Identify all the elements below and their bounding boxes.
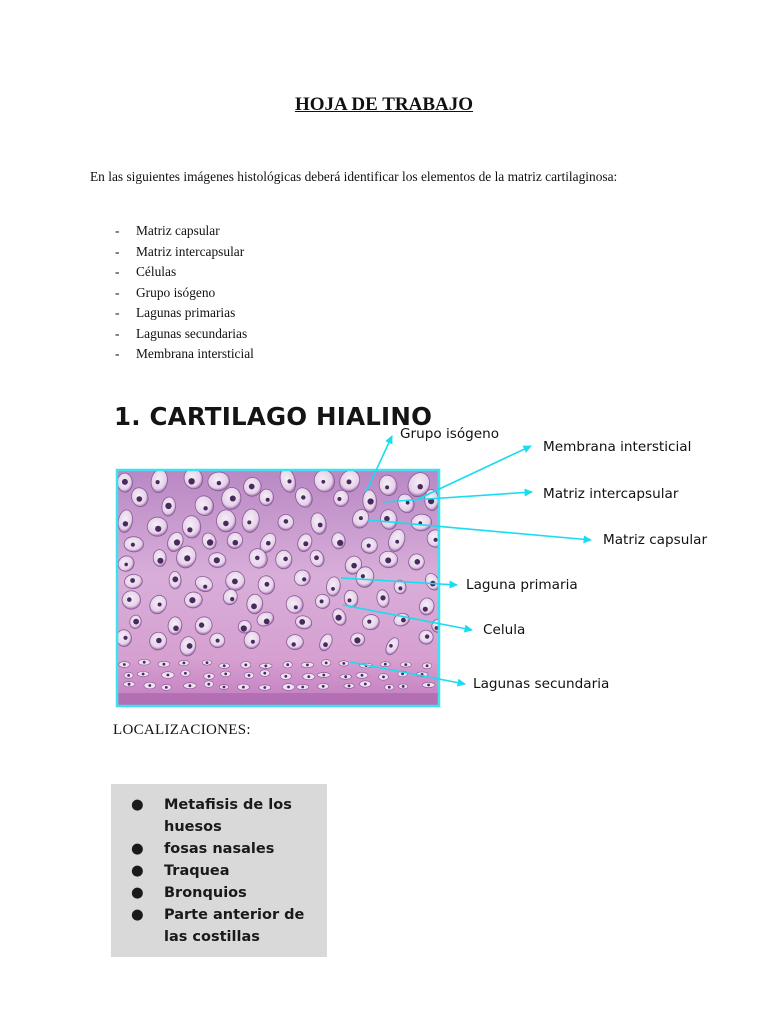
cell-nucleus [165, 503, 171, 509]
cell-nucleus [286, 663, 289, 666]
bullet-icon: ● [131, 863, 144, 879]
cell-nucleus [423, 607, 428, 612]
list-item [115, 344, 254, 365]
list-dash: - [115, 284, 120, 300]
cell-nucleus [284, 519, 289, 524]
cell-nucleus [199, 622, 204, 627]
cell-nucleus [128, 683, 131, 686]
cell-nucleus [402, 685, 405, 688]
cell-nucleus [425, 634, 429, 638]
cell-nucleus [318, 523, 323, 528]
list-item [111, 904, 327, 948]
list-item-text: Bronquios [164, 885, 247, 901]
cell-nucleus [232, 579, 238, 585]
cell-nucleus [322, 685, 325, 688]
cell-nucleus [130, 578, 135, 583]
cell-nucleus [415, 559, 421, 565]
cell-nucleus [361, 574, 365, 578]
cell-nucleus [368, 498, 374, 504]
cell-nucleus [434, 538, 438, 542]
cell-nucleus [137, 496, 143, 502]
cell-nucleus [143, 661, 146, 664]
perichondrium-band [117, 693, 439, 706]
cell-nucleus [123, 636, 127, 640]
cell-nucleus [230, 597, 234, 601]
cell-nucleus [323, 642, 328, 647]
cell-nucleus [163, 663, 166, 666]
cell-nucleus [303, 541, 308, 546]
cell-nucleus [230, 496, 236, 502]
cell-nucleus [217, 481, 221, 485]
cell-nucleus [241, 625, 247, 631]
list-item-text: Metafisis de los huesos [164, 797, 292, 835]
cell-nucleus [233, 540, 239, 546]
cell-nucleus [266, 541, 271, 546]
cell-nucleus [320, 599, 324, 603]
cell-nucleus [382, 676, 385, 679]
list-item [111, 860, 327, 882]
histology-figure [0, 400, 768, 720]
list-dash: - [115, 264, 120, 279]
cell-nucleus [348, 685, 351, 688]
cell-nucleus [123, 663, 126, 666]
cell-nucleus [322, 674, 325, 677]
cell-nucleus [401, 618, 406, 623]
cell-nucleus [165, 686, 168, 689]
cell-nucleus [321, 480, 325, 484]
cell-nucleus [395, 540, 399, 544]
cell-nucleus [172, 576, 178, 582]
cell-nucleus [133, 619, 139, 625]
section-title: 1. CARTILAGO HIALINO [114, 402, 433, 431]
cell-nucleus [388, 686, 391, 689]
cell-nucleus [255, 556, 260, 561]
cell-nucleus [301, 686, 304, 689]
cell-nucleus [242, 686, 245, 689]
list-item [115, 283, 254, 304]
cell-nucleus [337, 497, 341, 501]
list-dash: - [115, 305, 120, 320]
cell-nucleus [156, 638, 162, 644]
intro-paragraph: En las siguientes imágenes histológicas deberá identificar los elementos de la matriz cartilaginosa: [90, 169, 618, 184]
cell-nucleus [189, 597, 195, 603]
cell-nucleus [127, 674, 130, 677]
cell-nucleus [224, 673, 227, 676]
cell-nucleus [263, 686, 266, 689]
cell-nucleus [299, 619, 305, 625]
label-grupo-isogeno: Grupo isógeno [400, 426, 500, 442]
list-item [115, 303, 254, 324]
cell-nucleus [301, 495, 305, 499]
cell-nucleus [216, 639, 220, 643]
cell-nucleus [207, 539, 213, 545]
lacuna [259, 489, 274, 506]
cell-nucleus [347, 479, 352, 484]
label-celula: Celula [483, 622, 526, 638]
cell-nucleus [223, 664, 226, 667]
cell-nucleus [251, 640, 255, 644]
cell-nucleus [188, 478, 194, 484]
cell-nucleus [294, 605, 298, 609]
cell-nucleus [183, 662, 186, 665]
cell-nucleus [131, 543, 135, 547]
list-item [115, 221, 254, 242]
list-item-text: Membrana intersticial [136, 346, 254, 361]
cell-nucleus [351, 563, 357, 569]
list-item [115, 324, 254, 345]
cell-nucleus [207, 683, 210, 686]
cell-nucleus [325, 662, 328, 665]
label-matriz-capsular: Matriz capsular [603, 532, 708, 548]
cell-nucleus [367, 620, 371, 624]
cell-nucleus [173, 626, 179, 632]
cell-nucleus [157, 558, 163, 564]
cell-nucleus [124, 563, 128, 567]
list-item-text: Lagunas secundarias [136, 325, 248, 341]
list-item [111, 794, 327, 838]
cell-nucleus [389, 644, 393, 648]
cell-nucleus [208, 675, 211, 678]
cell-nucleus [361, 674, 364, 677]
localizaciones-list [111, 784, 327, 948]
cell-nucleus [364, 683, 367, 686]
cell-nucleus [244, 664, 247, 667]
cell-nucleus [385, 485, 389, 489]
cell-nucleus [306, 664, 309, 667]
list-item [111, 838, 327, 860]
cell-nucleus [406, 501, 410, 505]
list-dash: - [115, 325, 120, 341]
cell-nucleus [249, 484, 255, 490]
cell-nucleus [284, 675, 287, 678]
cell-nucleus [248, 674, 251, 677]
cell-nucleus [148, 684, 151, 687]
list-dash: - [115, 243, 120, 259]
cell-nucleus [189, 684, 192, 687]
cell-nucleus [184, 555, 190, 561]
document-title: HOJA DE TRABAJO [294, 94, 474, 115]
cell-nucleus [292, 642, 296, 646]
list-dash: - [115, 346, 120, 361]
cell-nucleus [266, 498, 270, 502]
cell-nucleus [251, 603, 257, 609]
cell-nucleus [384, 663, 387, 666]
cell-nucleus [283, 557, 288, 562]
bullet-icon: ● [131, 841, 144, 857]
list-item [115, 262, 254, 283]
cell-nucleus [184, 672, 187, 675]
cell-nucleus [214, 557, 220, 563]
cell-nucleus [156, 480, 160, 484]
list-item-text: Parte anterior de las costillas [164, 907, 305, 945]
annotation-labels [400, 426, 707, 692]
cell-nucleus [223, 686, 226, 689]
list-item-text: Traquea [164, 863, 230, 879]
label-membrana-intersticial: Membrana intersticial [543, 439, 692, 455]
cell-nucleus [342, 662, 345, 665]
label-lagunas-secundaria: Lagunas secundaria [473, 676, 610, 692]
cell-nucleus [263, 672, 266, 675]
cell-nucleus [427, 684, 430, 687]
cell-nucleus [265, 582, 270, 587]
cell-nucleus [158, 603, 162, 607]
cell-nucleus [331, 587, 335, 591]
cell-nucleus [223, 521, 229, 527]
elements-list [115, 221, 254, 365]
list-item-text: Lagunas primarias [136, 305, 236, 320]
cell-nucleus [314, 555, 319, 560]
list-item-text: Grupo isógeno [136, 284, 216, 300]
cell-nucleus [142, 673, 145, 676]
cell-nucleus [354, 637, 360, 643]
cell-nucleus [404, 663, 407, 666]
cell-nucleus [385, 557, 391, 563]
list-item-text: Matriz capsular [136, 223, 220, 238]
cell-nucleus [287, 479, 291, 483]
list-item-text: Células [136, 264, 177, 279]
list-item-text: Matriz intercapsular [136, 243, 245, 259]
cell-nucleus [122, 479, 128, 485]
cell-nucleus [337, 540, 343, 546]
cell-nucleus [203, 506, 207, 510]
cell-nucleus [418, 484, 423, 489]
cell-nucleus [206, 661, 209, 664]
cell-nucleus [155, 526, 161, 532]
cell-nucleus [348, 598, 352, 602]
cell-nucleus [359, 516, 363, 520]
bullet-icon: ● [131, 797, 144, 813]
cell-nucleus [307, 675, 310, 678]
list-item [115, 242, 254, 263]
list-item [111, 882, 327, 904]
cell-nucleus [336, 615, 342, 621]
cell-nucleus [167, 674, 170, 677]
localizaciones-heading: LOCALIZACIONES: [113, 722, 251, 738]
bullet-icon: ● [131, 907, 144, 923]
cell-nucleus [264, 665, 267, 668]
list-dash: - [115, 223, 120, 238]
bullet-icon: ● [131, 885, 144, 901]
cell-nucleus [302, 577, 306, 581]
cell-nucleus [367, 544, 371, 548]
cell-nucleus [123, 521, 128, 526]
cell-nucleus [287, 686, 290, 689]
cell-nucleus [127, 597, 132, 602]
cell-nucleus [384, 516, 390, 522]
cell-nucleus [398, 586, 402, 590]
cell-nucleus [174, 539, 180, 545]
list-item-text: fosas nasales [164, 841, 275, 857]
cell-nucleus [187, 643, 193, 649]
cell-nucleus [187, 527, 192, 532]
label-laguna-primaria: Laguna primaria [466, 577, 578, 593]
cell-nucleus [247, 520, 251, 524]
cell-nucleus [380, 595, 385, 600]
cell-nucleus [344, 675, 347, 678]
cell-nucleus [264, 619, 270, 625]
label-matriz-intercapsular: Matriz intercapsular [543, 486, 679, 502]
cell-nucleus [203, 585, 207, 589]
cell-nucleus [426, 664, 429, 667]
localizaciones-box [111, 784, 327, 957]
